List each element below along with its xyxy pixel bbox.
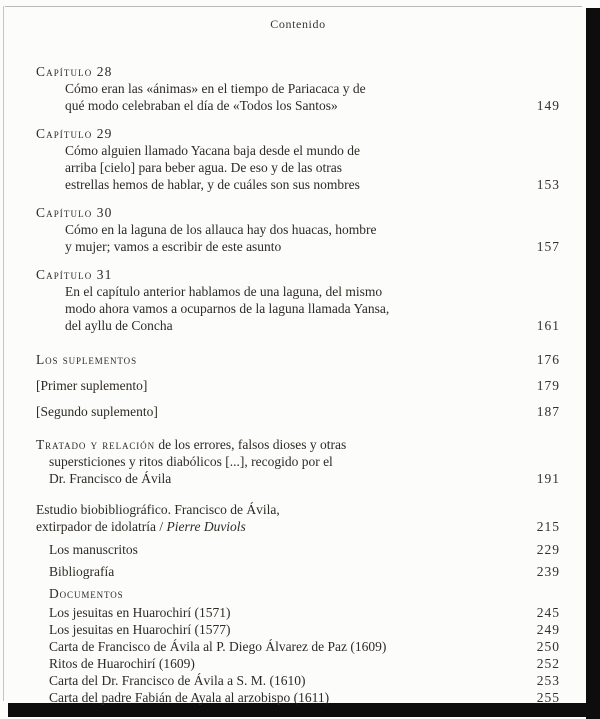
page-number: 229	[536, 542, 560, 557]
toc-entry	[36, 689, 560, 706]
toc-entry	[36, 604, 560, 621]
toc-line	[49, 541, 560, 558]
toc-line-text: Los jesuitas en Huarochirí (1571)	[49, 605, 231, 620]
toc-line	[49, 604, 560, 621]
toc-line-text: Ritos de Huarochirí (1609)	[49, 656, 195, 671]
toc-line-text: Carta del padre Fabián de Ayala al arzobispo (1611)	[49, 690, 330, 705]
toc-line	[49, 672, 560, 689]
toc-line-text: modo ahora vamos a ocuparnos de la laguna llamada Yansa,	[65, 301, 390, 316]
toc-line	[36, 470, 560, 487]
toc-line-text: Bibliografía	[49, 564, 115, 579]
chapter-heading: Capítulo 31	[36, 267, 113, 282]
toc-entry	[36, 266, 560, 334]
toc-line	[36, 436, 560, 453]
page-number: 255	[536, 690, 560, 705]
toc-line	[36, 501, 560, 518]
page-number: 239	[536, 564, 560, 579]
toc-line	[36, 351, 560, 368]
toc-entry-body	[36, 436, 560, 487]
toc-line	[49, 655, 560, 672]
toc-entry-body	[49, 638, 560, 655]
toc-line-text: Carta de Francisco de Ávila al P. Diego Álvarez de Paz (1609)	[49, 639, 387, 654]
page-number: 249	[536, 622, 560, 637]
toc-line-text: [Segundo suplemento]	[36, 404, 158, 419]
scan-edge-left-line	[3, 6, 4, 701]
page-number: 153	[536, 177, 560, 192]
page-number: 250	[536, 639, 560, 654]
toc-line-text: Tratado y relación de los errores, falsos dioses y otras	[36, 437, 347, 452]
toc-entry	[36, 541, 560, 558]
toc-line	[65, 317, 560, 334]
toc-line-text: Dr. Francisco de Ávila	[49, 471, 172, 486]
toc-entry-body	[36, 377, 560, 394]
toc-line-text: Carta del Dr. Francisco de Ávila a S. M. (1610)	[49, 673, 306, 688]
toc-content	[36, 0, 560, 706]
toc-line-text: qué modo celebraban el día de «Todos los Santos»	[65, 98, 338, 113]
toc-line	[49, 585, 560, 602]
toc-entry-body	[49, 585, 560, 602]
page-number: 176	[536, 352, 560, 367]
toc-entry	[36, 655, 560, 672]
page-number: 179	[536, 378, 560, 393]
toc-line-text: Los suplementos	[36, 352, 137, 367]
toc-line	[36, 403, 560, 420]
toc-line	[65, 300, 560, 317]
toc-entry	[36, 563, 560, 580]
toc-entry	[36, 403, 560, 420]
toc-entry-body	[65, 221, 560, 255]
page-number: 161	[536, 318, 560, 333]
toc-entry	[36, 377, 560, 394]
page-number: 252	[536, 656, 560, 671]
toc-line	[36, 453, 560, 470]
toc-line-text: del ayllu de Concha	[65, 318, 173, 333]
toc-line-text: Estudio biobibliográfico. Francisco de Ávila,	[36, 502, 280, 517]
toc-entry	[36, 638, 560, 655]
toc-line	[36, 518, 560, 535]
toc-entry	[36, 501, 560, 535]
chapter-heading: Capítulo 30	[36, 205, 113, 220]
page-number: 157	[536, 239, 560, 254]
page-number: 187	[536, 404, 560, 419]
chapter-heading: Capítulo 29	[36, 126, 113, 141]
toc-entry-body	[49, 689, 560, 706]
toc-line-text: En el capítulo anterior hablamos de una laguna, del mismo	[65, 284, 383, 299]
toc-entry	[36, 63, 560, 114]
toc-entry-body	[49, 655, 560, 672]
toc-line	[49, 638, 560, 655]
toc-line	[65, 80, 560, 97]
toc-entry-body	[65, 80, 560, 114]
toc-line-text: y mujer; vamos a escribir de este asunto	[65, 239, 282, 254]
toc-entry	[36, 436, 560, 487]
page-number: 149	[536, 98, 560, 113]
toc-entry-body	[36, 501, 560, 535]
page-header: Contenido	[270, 17, 326, 31]
toc-line-text: extirpador de idolatría / Pierre Duviols	[36, 519, 246, 534]
toc-entry-body	[65, 283, 560, 334]
page-number: 253	[536, 673, 560, 688]
toc-line	[65, 176, 560, 193]
toc-entry	[36, 621, 560, 638]
toc-line	[65, 221, 560, 238]
toc-line-text: Cómo en la laguna de los allauca hay dos huacas, hombre	[65, 222, 377, 237]
toc-line-text: supersticiones y ritos diabólicos [...], recogido por el	[49, 454, 333, 469]
toc-entry-body	[65, 142, 560, 193]
toc-list	[36, 63, 560, 706]
toc-line	[65, 159, 560, 176]
toc-line-text: Los manuscritos	[49, 542, 138, 557]
toc-line-text: arriba [cielo] para beber agua. De eso y de las otras	[65, 160, 342, 175]
toc-entry	[36, 672, 560, 689]
page-number: 215	[536, 519, 560, 534]
toc-entry-body	[49, 672, 560, 689]
page-number: 191	[536, 471, 560, 486]
toc-line-text: estrellas hemos de hablar, y de cuáles son sus nombres	[65, 177, 360, 192]
toc-entry	[36, 585, 560, 602]
toc-entry	[36, 204, 560, 255]
toc-line-text: [Primer suplemento]	[36, 378, 148, 393]
chapter-heading: Capítulo 28	[36, 64, 113, 79]
toc-entry-body	[49, 621, 560, 638]
toc-line	[65, 238, 560, 255]
toc-entry-body	[49, 604, 560, 621]
toc-line-text: Cómo eran las «ánimas» en el tiempo de Pariacaca y de	[65, 81, 366, 96]
toc-line-text: Los jesuitas en Huarochirí (1577)	[49, 622, 231, 637]
toc-line	[65, 97, 560, 114]
toc-line	[65, 283, 560, 300]
toc-line	[65, 142, 560, 159]
toc-entry	[36, 125, 560, 193]
toc-entry-body	[49, 563, 560, 580]
toc-line	[49, 689, 560, 706]
scan-edge-right-bar	[586, 8, 600, 719]
toc-line-text: Documentos	[49, 586, 124, 601]
page-number: 245	[536, 605, 560, 620]
toc-line	[49, 621, 560, 638]
toc-entry-body	[49, 541, 560, 558]
toc-line	[36, 377, 560, 394]
toc-entry-body	[36, 351, 560, 368]
toc-entry-body	[36, 403, 560, 420]
toc-line	[49, 563, 560, 580]
toc-entry	[36, 351, 560, 368]
toc-line-text: Cómo alguien llamado Yacana baja desde el mundo de	[65, 143, 361, 158]
